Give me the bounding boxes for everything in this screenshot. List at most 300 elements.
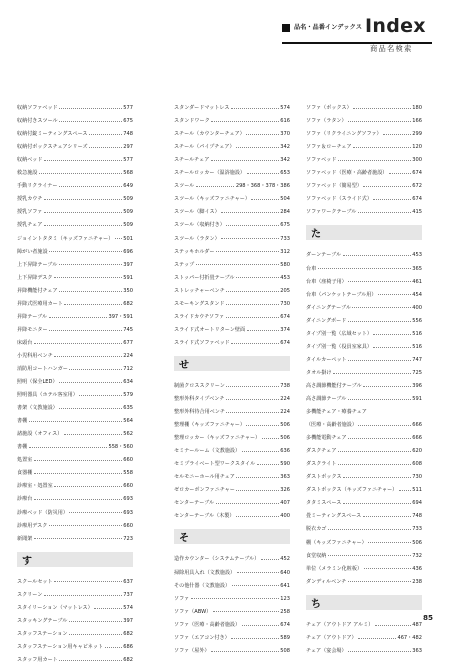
leader-dots: [399, 490, 411, 491]
entry-name: ソファベッド（医療・高齢者施設）: [306, 170, 388, 177]
index-entry: [174, 549, 290, 562]
entry-page: 580: [280, 261, 290, 268]
entry-page: 725: [412, 369, 422, 376]
leader-dots: [236, 147, 279, 148]
entry-name: ダストボックス（キッズファニチャー）: [306, 487, 398, 494]
entry-page: 238: [412, 578, 422, 585]
leader-dots: [328, 555, 411, 556]
index-entry: [17, 268, 133, 281]
index-entry: [306, 189, 422, 202]
leader-dots: [59, 291, 122, 292]
leader-dots: [59, 382, 122, 383]
entry-page: 342: [280, 144, 290, 151]
index-entry: [306, 124, 422, 137]
section-kana: ち: [311, 598, 321, 610]
entry-page: 258: [280, 608, 290, 615]
entry-name: ストッパー付折畳テーブル: [174, 274, 235, 281]
leader-dots: [216, 251, 279, 252]
entry-name: 障がい者施設: [17, 248, 48, 255]
entry-page: 730: [412, 474, 422, 481]
entry-name: センターテーブル: [174, 500, 215, 507]
entry-name: ダーンテーブル: [306, 252, 342, 259]
section-heading: [17, 552, 133, 567]
index-entry: [306, 245, 422, 258]
entry-page: 682: [123, 630, 133, 637]
entry-name: スタッキングテーブル: [17, 617, 68, 624]
index-entry: [306, 350, 422, 363]
entry-name: 収納ベッド: [17, 157, 43, 164]
entry-page: 693: [123, 496, 133, 503]
leader-dots: [364, 568, 411, 569]
index-entry: [174, 202, 290, 215]
index-entry: [17, 98, 133, 111]
entry-name: 救急施設: [17, 170, 38, 177]
leader-dots: [59, 408, 122, 409]
entry-page: 205: [280, 287, 290, 294]
leader-dots: [226, 412, 278, 413]
index-entry: [306, 402, 422, 415]
entry-name: 整形外科待合用ベンチ: [174, 409, 225, 416]
leader-dots: [348, 360, 411, 361]
entry-page: 516: [412, 343, 422, 350]
index-entry: [174, 176, 290, 189]
entry-name: 小児科用ベンチ: [17, 352, 53, 359]
leader-dots: [216, 503, 279, 504]
index-entry: [306, 559, 422, 572]
entry-page: 454: [412, 291, 422, 298]
leader-dots: [368, 542, 410, 543]
index-entry: [17, 242, 133, 255]
entry-name: セルモニーホール用チェア: [174, 474, 235, 481]
entry-name: ソファ（屋外）: [174, 647, 210, 654]
index-entry: [17, 611, 133, 624]
entry-name: スタイリーション（マットレス）: [17, 604, 93, 611]
entry-page: 666: [412, 435, 422, 442]
section-kana: す: [22, 555, 32, 567]
index-entry: [174, 562, 290, 575]
entry-page: 467・482: [397, 634, 422, 641]
entry-name: ソファベッド（簡易型）: [306, 183, 362, 190]
leader-dots: [226, 399, 279, 400]
entry-name: 上下昇降デスク: [17, 274, 53, 281]
leader-dots: [348, 321, 411, 322]
index-entry: [17, 137, 133, 150]
index-entry: [17, 124, 133, 137]
entry-name: タタミスペース: [306, 500, 342, 507]
entry-page: 666: [412, 422, 422, 429]
entry-page: 674: [412, 196, 422, 203]
entry-page: 506: [412, 539, 422, 546]
leader-dots: [59, 660, 122, 661]
entry-page: 723: [123, 535, 133, 542]
entry-page: 487: [412, 621, 422, 628]
entry-name: ダイニングテーブル: [306, 304, 351, 311]
index-entry: [306, 163, 422, 176]
section-heading: [174, 356, 290, 371]
entry-name: 台車: [306, 265, 317, 272]
entry-name: ダンディルベンチ: [306, 578, 347, 585]
entry-name: 書棚: [17, 444, 28, 451]
entry-name: 単位（メラミン化粧板）: [306, 565, 363, 572]
index-entry: [174, 98, 290, 111]
entry-name: 上下昇降テーブル: [17, 261, 58, 268]
entry-name: 台車（パンケットテーブル用）: [306, 291, 377, 298]
entry-page: 674: [412, 170, 422, 177]
index-entry: [17, 359, 133, 372]
leader-dots: [358, 638, 396, 639]
index-entry: [17, 598, 133, 611]
index-entry: [17, 411, 133, 424]
leader-dots: [231, 343, 278, 344]
entry-page: 674: [280, 313, 290, 320]
entry-page: 694: [412, 500, 422, 507]
index-entry: [306, 272, 422, 285]
leader-dots: [358, 212, 411, 213]
index-entry: [306, 324, 422, 337]
index-entry: [174, 376, 290, 389]
entry-page: 574: [280, 105, 290, 112]
index-entry: [17, 255, 133, 268]
entry-page: 509: [123, 196, 133, 203]
entry-page: 556: [412, 317, 422, 324]
index-entry: [174, 268, 290, 281]
index-entry: [174, 215, 290, 228]
entry-page: 675: [280, 222, 290, 229]
leader-dots: [44, 595, 122, 596]
entry-page: 415: [412, 209, 422, 216]
leader-dots: [338, 160, 411, 161]
index-entry: [17, 333, 133, 346]
entry-page: 224: [280, 395, 290, 402]
index-entry: [306, 493, 422, 506]
index-column-2: [174, 98, 290, 654]
index-entry: [174, 189, 290, 202]
leader-dots: [44, 212, 122, 213]
entry-name: スライド式オートリターン壁面: [174, 326, 246, 333]
entry-name: ソファ: [174, 595, 190, 602]
entry-page: 732: [412, 552, 422, 559]
entry-page: 674: [280, 621, 290, 628]
header-label-en: Index: [365, 15, 426, 37]
entry-name: スタッフステーション用キャビネット: [17, 643, 104, 650]
index-entry: [306, 532, 422, 545]
section-kana: そ: [179, 533, 189, 545]
index-entry: [306, 467, 422, 480]
entry-page: 224: [123, 352, 133, 359]
index-entry: [306, 111, 422, 124]
entry-name: 高さ調節テーブル: [306, 395, 347, 402]
index-entry: [174, 467, 290, 480]
entry-page: 298・368・378・386: [235, 183, 290, 190]
leader-dots: [348, 651, 411, 652]
leader-dots: [242, 625, 279, 626]
entry-name: ソファ（ABW）: [174, 608, 212, 615]
entry-page: 436: [412, 565, 422, 572]
index-entry: [306, 98, 422, 111]
leader-dots: [375, 625, 411, 626]
index-entry: [174, 150, 290, 163]
entry-name: 手動リクライナー: [17, 183, 58, 190]
leader-dots: [69, 512, 121, 513]
entry-name: 食器棚: [17, 470, 33, 477]
entry-name: 台車（座椅子用）: [306, 278, 347, 285]
entry-page: 363: [280, 474, 290, 481]
leader-dots: [338, 451, 411, 452]
leader-dots: [353, 147, 411, 148]
leader-dots: [236, 490, 278, 491]
entry-name: 授乳カウチ: [17, 196, 43, 203]
index-entry: [306, 202, 422, 215]
entry-name: 収納付きスツール: [17, 118, 58, 125]
entry-name: タオル掛け: [306, 369, 332, 376]
index-entry: [174, 602, 290, 615]
entry-page: 506: [280, 435, 290, 442]
entry-name: 棚（キッズファニチャー）: [306, 539, 367, 546]
entry-page: 748: [123, 131, 133, 138]
leader-dots: [59, 264, 122, 265]
entry-page: 682: [123, 656, 133, 663]
index-entry: [17, 572, 133, 585]
entry-name: スチール（カウンターチェア）: [174, 131, 245, 138]
entry-name: 脱衣カゴ: [306, 526, 327, 533]
entry-page: 558・560: [108, 444, 133, 451]
entry-name: スタッフステーション: [17, 630, 68, 637]
entry-name: タイルカーペット: [306, 356, 347, 363]
index-entry: [306, 519, 422, 532]
entry-name: スタンドワーク: [174, 118, 210, 125]
entry-page: 620: [412, 448, 422, 455]
entry-name: 授乳ソファ: [17, 209, 43, 216]
entry-name: スタッフ用カート: [17, 656, 58, 663]
entry-page: 675: [123, 118, 133, 125]
index-entry: [17, 637, 133, 650]
leader-dots: [34, 473, 122, 474]
entry-page: 284: [280, 209, 290, 216]
entry-page: 738: [280, 382, 290, 389]
index-entry: [174, 480, 290, 493]
entry-name: ステップ: [174, 261, 195, 268]
leader-dots: [54, 356, 122, 357]
entry-page: 653: [280, 170, 290, 177]
entry-page: 312: [280, 248, 290, 255]
leader-dots: [44, 225, 122, 226]
entry-name: ダストボックス: [306, 474, 342, 481]
index-entry: [174, 493, 290, 506]
index-entry: [306, 641, 422, 654]
leader-dots: [211, 121, 279, 122]
entry-name: 書棚: [17, 418, 28, 425]
entry-name: 書架（文教施設）: [17, 405, 58, 412]
section-kana: せ: [179, 359, 189, 371]
entry-page: 577: [123, 157, 133, 164]
entry-name: ソファワークテーブル: [306, 209, 357, 216]
leader-dots: [348, 121, 411, 122]
leader-dots: [211, 651, 279, 652]
entry-name: 収納付ボックスチェアシリーズ: [17, 144, 88, 151]
leader-dots: [236, 516, 279, 517]
leader-dots: [348, 581, 411, 582]
entry-name: 消防用コートハンガー: [17, 365, 68, 372]
leader-dots: [59, 186, 122, 187]
entry-page: 564: [123, 418, 133, 425]
entry-name: 多機能チェア・療養チェア: [306, 409, 367, 416]
entry-name: 照明器具（ホテル客室用）: [17, 392, 78, 399]
index-entry: [17, 320, 133, 333]
index-column-3: [306, 98, 422, 654]
index-entry: [17, 202, 133, 215]
entry-name: タイプ別一覧（広域セット）: [306, 330, 372, 337]
index-entry: [174, 389, 290, 402]
entry-name: 食堂収納: [306, 552, 327, 559]
entry-page: 682: [123, 300, 133, 307]
entry-page: 397: [123, 617, 133, 624]
entry-page: 407: [280, 500, 290, 507]
leader-dots: [79, 395, 121, 396]
index-entry: [174, 615, 290, 628]
leader-dots: [49, 330, 122, 331]
entry-page: 506: [280, 422, 290, 429]
entry-page: 745: [123, 326, 133, 333]
leader-dots: [226, 386, 278, 387]
entry-page: 120: [412, 144, 422, 151]
index-entry: [174, 307, 290, 320]
leader-dots: [231, 108, 279, 109]
index-entry: [17, 463, 133, 476]
index-entry: [174, 441, 290, 454]
entry-name: セミプライベート型ワークスタイル: [174, 461, 256, 468]
entry-name: （医療・高齢者施設）: [306, 422, 357, 429]
leader-dots: [251, 199, 278, 200]
leader-dots: [196, 264, 279, 265]
entry-page: 504: [280, 196, 290, 203]
entry-page: 579: [123, 392, 133, 399]
entry-page: 453: [280, 274, 290, 281]
entry-name: 診療室・処置室: [17, 483, 53, 490]
leader-dots: [242, 451, 279, 452]
entry-page: 397: [123, 261, 133, 268]
entry-page: 350: [123, 287, 133, 294]
entry-page: 299: [412, 131, 422, 138]
entry-page: 635: [123, 405, 133, 412]
entry-page: 166: [412, 118, 422, 125]
entry-page: 733: [280, 235, 290, 242]
leader-dots: [44, 160, 122, 161]
leader-dots: [389, 173, 411, 174]
entry-page: 224: [280, 409, 290, 416]
index-entry: [174, 137, 290, 150]
entry-page: 712: [123, 365, 133, 372]
index-entry: [306, 176, 422, 189]
index-entry: [174, 506, 290, 519]
leader-dots: [39, 173, 122, 174]
entry-page: 634: [123, 379, 133, 386]
entry-page: 649: [123, 183, 133, 190]
entry-page: 636: [280, 448, 290, 455]
leader-dots: [59, 108, 122, 109]
index-entry: [306, 506, 422, 519]
entry-page: 660: [123, 457, 133, 464]
entry-name: スチールチェア: [174, 157, 210, 164]
entry-page: 589: [280, 634, 290, 641]
leader-dots: [246, 425, 278, 426]
leader-dots: [221, 212, 279, 213]
entry-page: 461: [412, 278, 422, 285]
entry-page: 640: [280, 569, 290, 576]
leader-dots: [94, 608, 122, 609]
header-label-jp: 品名・品番インデックス: [294, 24, 362, 31]
entry-page: 674: [280, 339, 290, 346]
index-entry: [174, 589, 290, 602]
entry-name: 床頭台: [17, 339, 33, 346]
entry-name: スツール（脚イス）: [174, 209, 220, 216]
leader-dots: [196, 186, 235, 187]
entry-name: スクールセット: [17, 578, 53, 585]
leader-dots: [54, 581, 122, 582]
section-kana: た: [311, 229, 321, 241]
leader-dots: [29, 447, 107, 448]
index-entry: [306, 415, 422, 428]
index-entry: [17, 215, 133, 228]
leader-dots: [343, 503, 411, 504]
index-entry: [174, 281, 290, 294]
entry-page: 123: [280, 595, 290, 602]
leader-dots: [348, 438, 411, 439]
leader-dots: [246, 134, 279, 135]
index-entry: [17, 450, 133, 463]
leader-dots: [49, 317, 107, 318]
entry-name: 診療用デスク: [17, 522, 48, 529]
entry-page: 660: [123, 522, 133, 529]
entry-name: 収納付錠ミーティングスペース: [17, 131, 88, 138]
leader-dots: [363, 386, 411, 387]
index-entry: [306, 615, 422, 628]
leader-dots: [64, 304, 121, 305]
entry-page: 509: [123, 222, 133, 229]
entry-name: スツール（ラタン）: [174, 235, 220, 242]
leader-dots: [34, 499, 122, 500]
entry-page: 737: [123, 591, 133, 598]
section-heading: [306, 225, 422, 240]
entry-page: 693: [123, 509, 133, 516]
index-entry: [306, 628, 422, 641]
entry-name: タイプ別一覧（役員室家具）: [306, 343, 372, 350]
index-entry: [17, 385, 133, 398]
entry-page: 577: [123, 105, 133, 112]
entry-name: セミナールーム（文教施設）: [174, 448, 241, 455]
leader-dots: [352, 307, 410, 308]
index-entry: [306, 363, 422, 376]
entry-page: 300: [412, 157, 422, 164]
index-entry: [17, 111, 133, 124]
entry-name: スツール: [174, 183, 195, 190]
entry-name: スモーキングスタンド: [174, 300, 225, 307]
index-entry: [306, 150, 422, 163]
index-entry: [17, 281, 133, 294]
index-entry: [17, 228, 133, 241]
entry-name: ジョイントタタミ（キッズファニチャー）: [17, 235, 114, 242]
leader-dots: [373, 199, 410, 200]
index-column-1: [17, 98, 133, 663]
leader-dots: [69, 634, 122, 635]
index-entry: [17, 502, 133, 515]
entry-name: ソファ（ボックス）: [306, 105, 352, 112]
leader-dots: [44, 199, 122, 200]
entry-page: 453: [412, 252, 422, 259]
leader-dots: [89, 147, 122, 148]
entry-name: 造作カウンター（システムテーブル）: [174, 556, 260, 563]
entry-page: 370: [280, 131, 290, 138]
index-entry: [17, 650, 133, 663]
